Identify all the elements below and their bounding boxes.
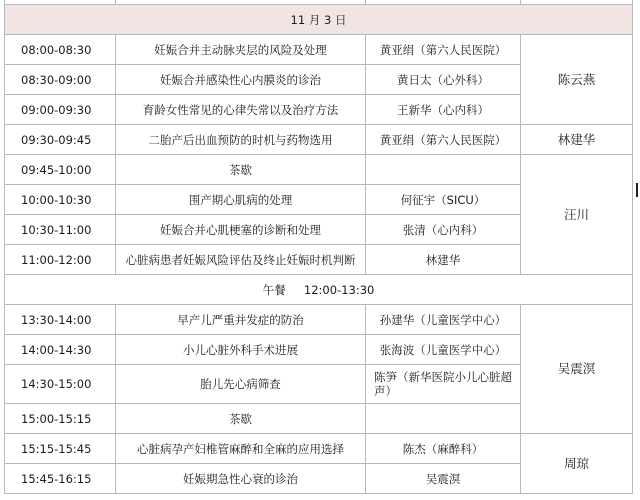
time-cell: 15:45-16:15 (5, 464, 116, 494)
time-cell: 08:00-08:30 (5, 35, 116, 65)
speaker-cell: 张清（心内科） (366, 215, 521, 245)
chair-cell: 林建华 (521, 125, 633, 155)
lunch-cell (5, 275, 633, 305)
table-row (5, 125, 633, 155)
speaker-cell: 何征宇（SICU） (366, 185, 521, 215)
table-row (5, 35, 633, 65)
topic-cell: 小儿心脏外科手术进展 (116, 335, 366, 365)
time-cell: 15:15-15:45 (5, 434, 116, 464)
speaker-cell: 吴震溟 (366, 464, 521, 494)
speaker-cell: 黄日太（心外科） (366, 65, 521, 95)
time-cell: 09:45-10:00 (5, 155, 116, 185)
table-row (5, 155, 633, 185)
topic-cell: 妊娠合并心肌梗塞的诊断和处理 (116, 215, 366, 245)
topic-cell: 心脏病患者妊娠风险评估及终止妊娠时机判断 (116, 245, 366, 275)
table-row (5, 434, 633, 464)
speaker-cell: 黄亚绢（第六人民医院） (366, 35, 521, 65)
lunch-label: 午餐 (262, 282, 286, 297)
speaker-cell: 林建华 (366, 245, 521, 275)
topic-cell: 妊娠合并主动脉夹层的风险及处理 (116, 35, 366, 65)
topic-cell: 妊娠期急性心衰的诊治 (116, 464, 366, 494)
speaker-cell: 孙建华（儿童医学中心） (366, 305, 521, 335)
chair-cell: 吴震溟 (521, 305, 633, 434)
time-cell: 09:30-09:45 (5, 125, 116, 155)
time-cell: 10:30-11:00 (5, 215, 116, 245)
topic-cell: 二胎产后出血预防的时机与药物选用 (116, 125, 366, 155)
topic-cell: 围产期心肌病的处理 (116, 185, 366, 215)
speaker-cell: 王新华（心内科） (366, 95, 521, 125)
time-cell: 11:00-12:00 (5, 245, 116, 275)
chair-cell: 周琼 (521, 434, 633, 494)
time-cell: 09:00-09:30 (5, 95, 116, 125)
topic-cell: 茶歇 (116, 155, 366, 185)
speaker-cell: 黄亚绢（第六人民医院） (366, 125, 521, 155)
day-header: 11 月 3 日 (5, 5, 633, 35)
time-cell: 13:30-14:00 (5, 305, 116, 335)
time-cell: 15:00-15:15 (5, 404, 116, 434)
speaker-cell: 张海波（儿童医学中心） (366, 335, 521, 365)
lunch-time: 12:00-13:30 (303, 282, 375, 297)
speaker-cell: 陈笋（新华医院小儿心脏超声） (366, 365, 521, 404)
speaker-cell (366, 155, 521, 185)
topic-cell: 心脏病孕产妇椎管麻醉和全麻的应用选择 (116, 434, 366, 464)
text-cursor (636, 183, 638, 197)
speaker-cell: 陈杰（麻醉科） (366, 434, 521, 464)
time-cell: 10:00-10:30 (5, 185, 116, 215)
chair-cell: 陈云燕 (521, 35, 633, 125)
topic-cell: 育龄女性常见的心律失常以及治疗方法 (116, 95, 366, 125)
table-row (5, 305, 633, 335)
time-cell: 14:00-14:30 (5, 335, 116, 365)
topic-cell: 胎儿先心病筛查 (116, 365, 366, 404)
chair-cell: 汪川 (521, 155, 633, 275)
topic-cell: 茶歇 (116, 404, 366, 434)
topic-cell: 早产儿严重并发症的防治 (116, 305, 366, 335)
speaker-cell (366, 404, 521, 434)
time-cell: 14:30-15:00 (5, 365, 116, 404)
time-cell: 08:30-09:00 (5, 65, 116, 95)
schedule-table (4, 0, 633, 494)
day-header-row (5, 5, 633, 35)
lunch-row (5, 275, 633, 305)
topic-cell: 妊娠合并感染性心内膜炎的诊治 (116, 65, 366, 95)
